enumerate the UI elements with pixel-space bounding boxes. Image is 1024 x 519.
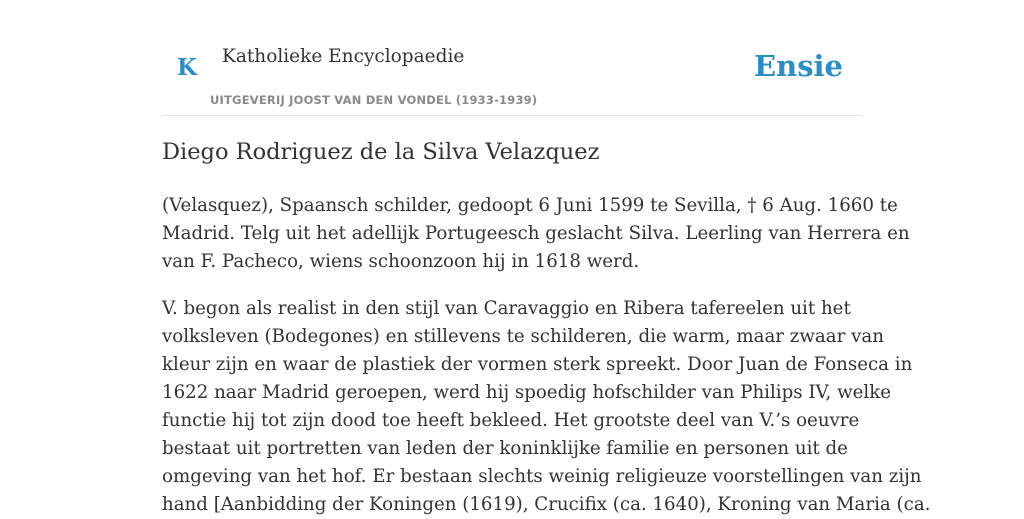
ensie-brand-logo[interactable]: Ensie xyxy=(754,49,843,83)
paragraph-line: van F. Pacheco, wiens schoonzoon hij in 1618 werd. xyxy=(162,251,640,272)
article-title: Diego Rodriguez de la Silva Velazquez xyxy=(162,139,600,165)
publisher-subtitle: UITGEVERIJ JOOST VAN DEN VONDEL (1933-1939) xyxy=(210,93,538,107)
site-title-link[interactable]: Katholieke Encyclopaedie xyxy=(222,46,465,67)
article-paragraph-2 xyxy=(162,295,931,519)
article-paragraph-1 xyxy=(162,192,910,276)
paragraph-line: hand [Aanbidding der Koningen (1619), Crucifix (ca. 1640), Kroning van Maria (ca. xyxy=(162,494,931,515)
site-header xyxy=(162,0,862,116)
paragraph-line: volksleven (Bodegones) en stillevens te schilderen, die warm, maar zwaar van xyxy=(162,326,884,347)
paragraph-line: Madrid. Telg uit het adellijk Portugeesch geslacht Silva. Leerling van Herrera en xyxy=(162,223,910,244)
paragraph-line: (Velasquez), Spaansch schilder, gedoopt 6 Juni 1599 te Sevilla, † 6 Aug. 1660 te xyxy=(162,195,898,216)
paragraph-line: kleur zijn en waar de plastiek der vormen sterk spreekt. Door Juan de Fonseca in xyxy=(162,354,913,375)
paragraph-line: bestaat uit portretten van leden der koninklijke familie en personen uit de xyxy=(162,438,848,459)
paragraph-line: 1622 naar Madrid geroepen, werd hij spoedig hofschilder van Philips IV, welke xyxy=(162,382,891,403)
paragraph-line: V. begon als realist in den stijl van Caravaggio en Ribera tafereelen uit het xyxy=(162,298,851,319)
paragraph-line: functie hij tot zijn dood toe heeft bekleed. Het grootste deel van V.’s oeuvre xyxy=(162,410,860,431)
page xyxy=(162,0,931,515)
logo-k-icon[interactable]: K xyxy=(177,54,197,81)
paragraph-line: omgeving van het hof. Er bestaan slechts weinig religieuze voorstellingen van zijn xyxy=(162,466,922,487)
